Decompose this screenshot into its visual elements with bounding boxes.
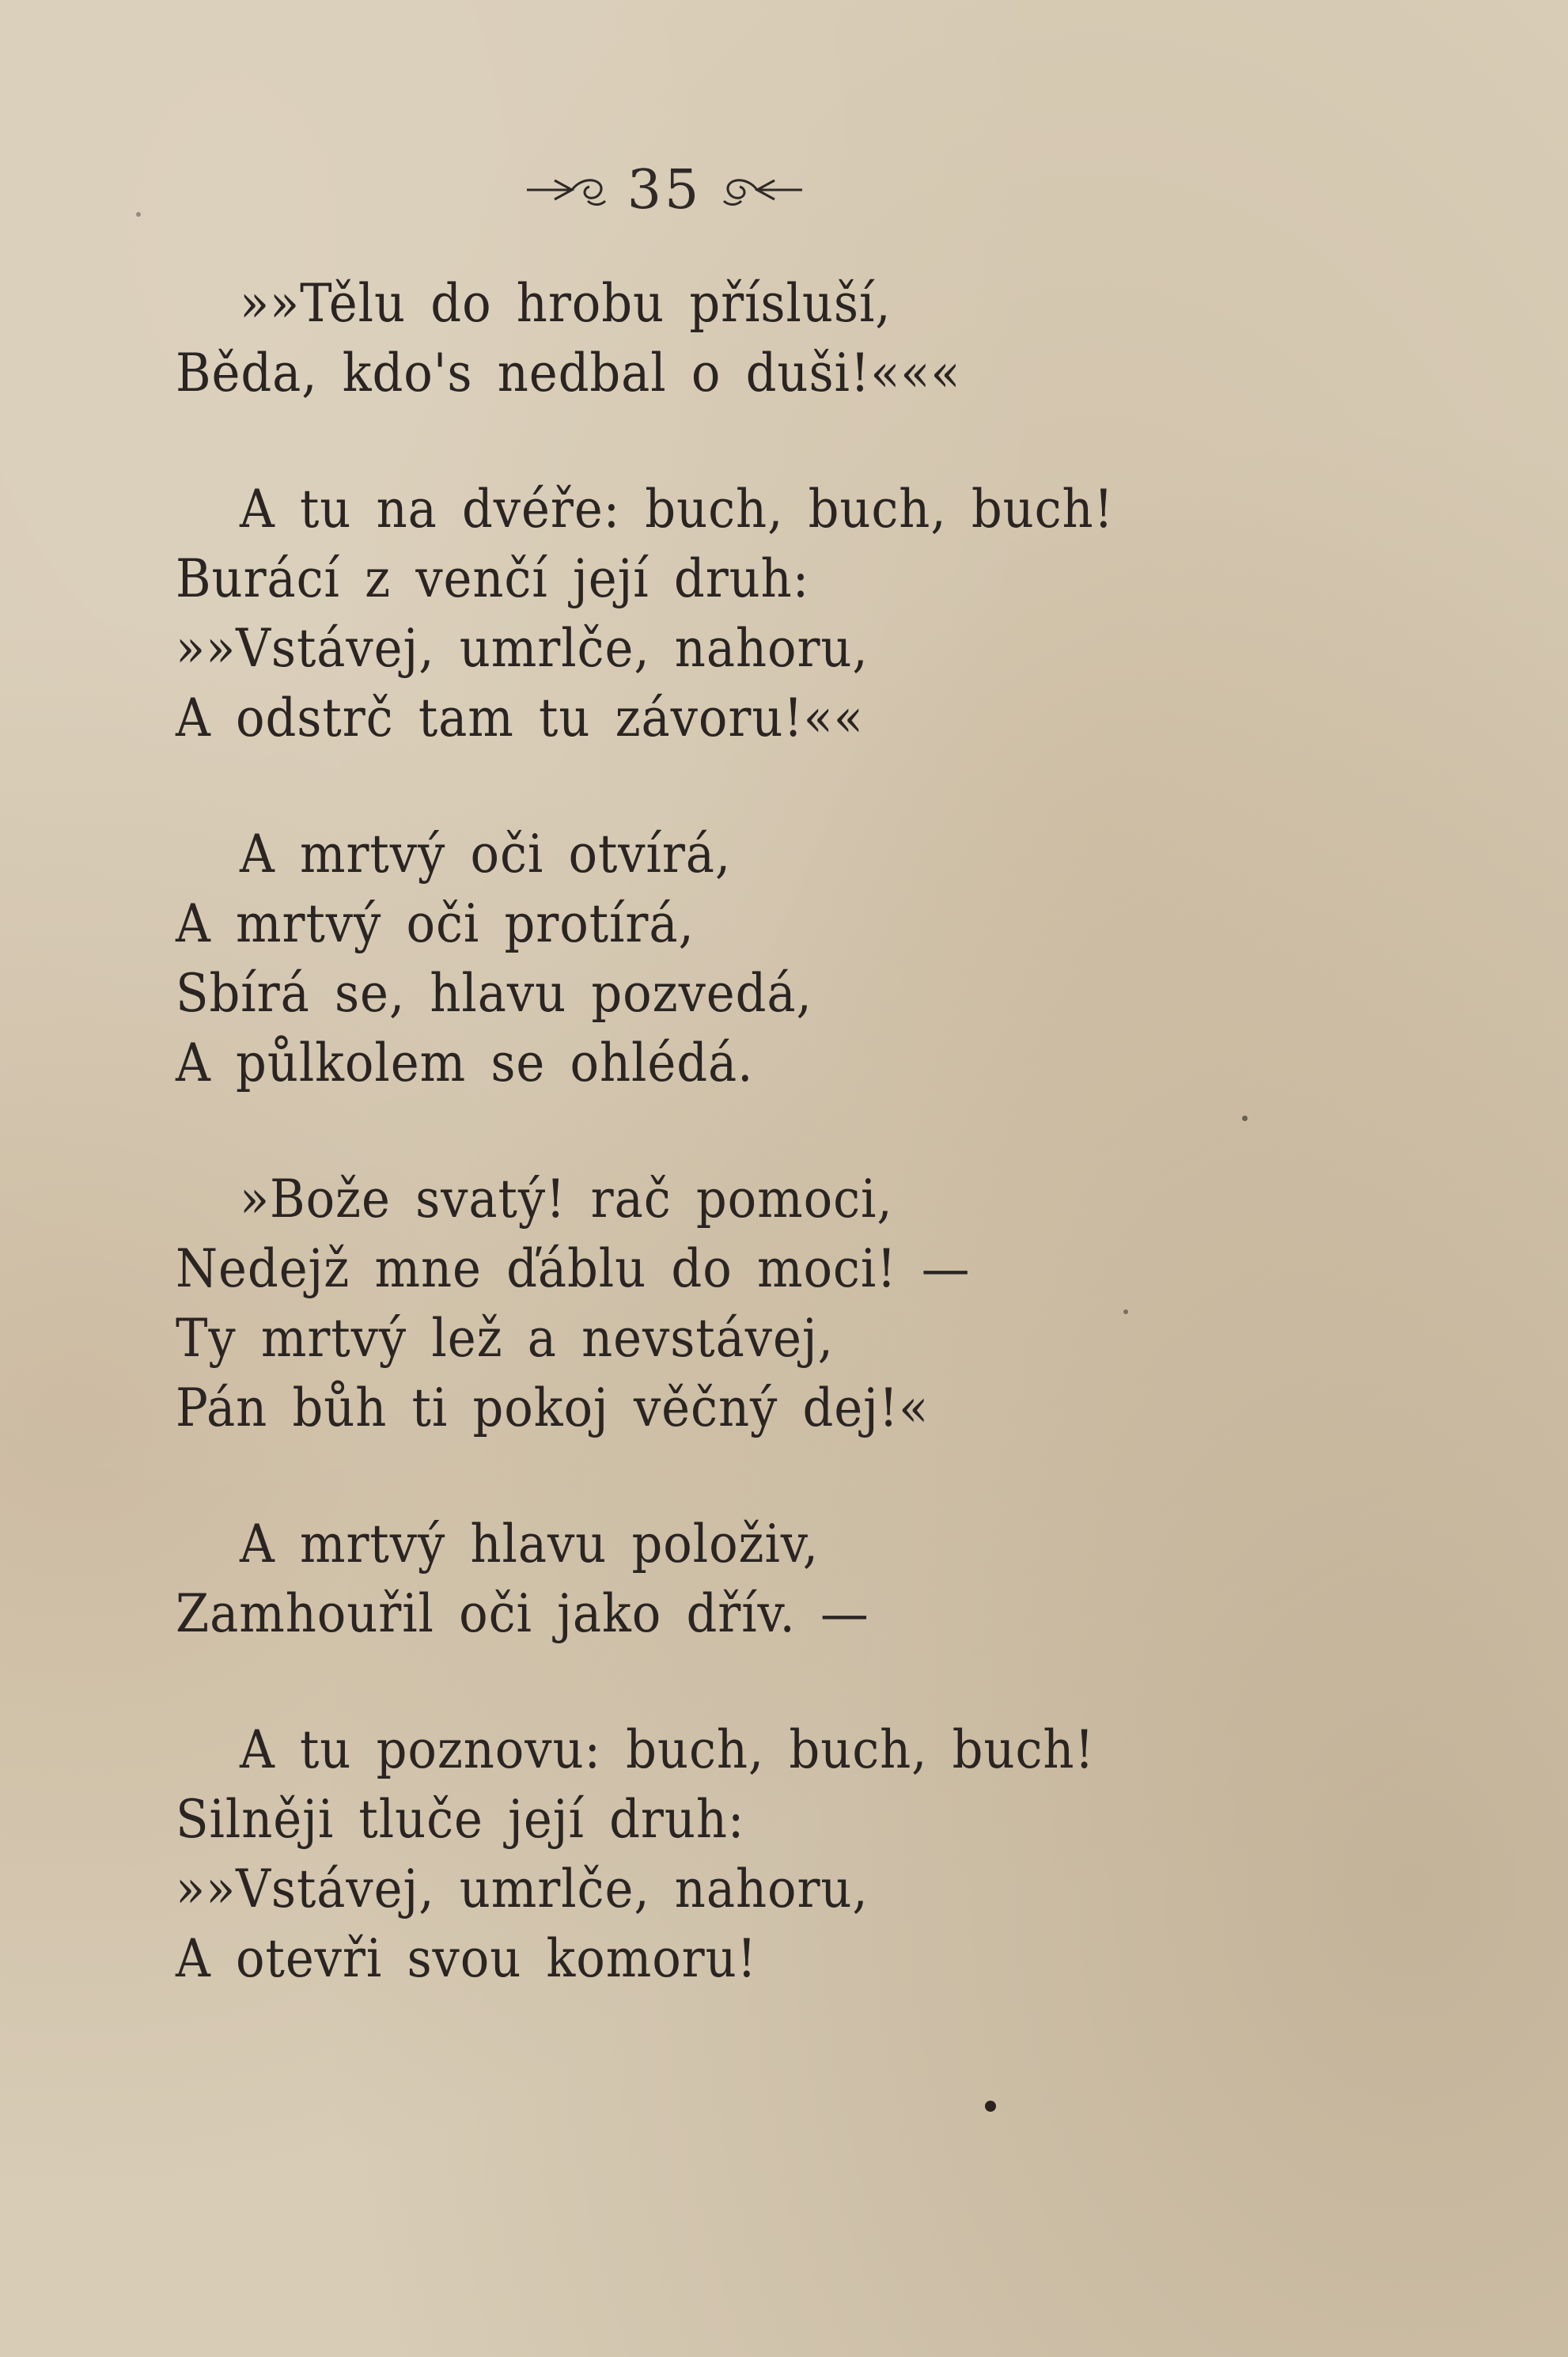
verse-line: Sbírá se, hlavu pozvedá,	[176, 963, 812, 1024]
stanza-6	[176, 1715, 1283, 1994]
verse-line: Ty mrtvý lež a nevstávej,	[176, 1308, 834, 1369]
verse-line: A mrtvý hlavu položiv,	[239, 1514, 820, 1574]
paper-speck	[136, 212, 141, 217]
verse-line: A tu na dvéře: buch, buch, buch!	[239, 479, 1114, 540]
paper-speck	[1123, 1309, 1128, 1314]
stanza-4	[176, 1165, 1283, 1443]
verse-line: Zamhouřil oči jako dřív. —	[176, 1583, 869, 1644]
ornament-left-icon	[523, 166, 610, 214]
stanza-1	[176, 269, 1283, 408]
verse-line: A mrtvý oči otvírá,	[239, 824, 732, 885]
verse-line: »»Vstávej, umrlče, nahoru,	[176, 618, 869, 679]
stanza-5	[176, 1510, 1283, 1649]
verse-line: Běda, kdo's nedbal o duši!«««	[176, 343, 961, 404]
verse-line: Silněji tluče její druh:	[176, 1789, 745, 1850]
verse-line: Pán bůh ti pokoj věčný dej!«	[176, 1377, 930, 1438]
poem-body	[176, 269, 1283, 2060]
verse-line: A otevři svou komoru!	[176, 1928, 757, 1989]
verse-line: »»Tělu do hrobu přísluší,	[239, 273, 892, 334]
page-header	[506, 142, 823, 237]
verse-line: Nedejž mne ďáblu do moci! —	[176, 1238, 971, 1299]
verse-line: »»Vstávej, umrlče, nahoru,	[176, 1859, 869, 1919]
verse-line: »Bože svatý! rač pomoci,	[239, 1169, 893, 1230]
paper-speck	[985, 2101, 996, 2112]
verse-line: Burácí z venčí její druh:	[176, 548, 810, 609]
verse-line: A půlkolem se ohlédá.	[176, 1033, 754, 1093]
verse-line: A mrtvý oči protírá,	[176, 893, 695, 954]
stanza-2	[176, 475, 1283, 753]
paper-speck	[1242, 1116, 1248, 1121]
verse-line: A tu poznovu: buch, buch, buch!	[239, 1719, 1095, 1780]
ornament-right-icon	[719, 166, 806, 214]
verse-line: A odstrč tam tu závoru!««	[176, 688, 864, 748]
stanza-3	[176, 820, 1283, 1098]
page-number: 35	[627, 158, 703, 222]
